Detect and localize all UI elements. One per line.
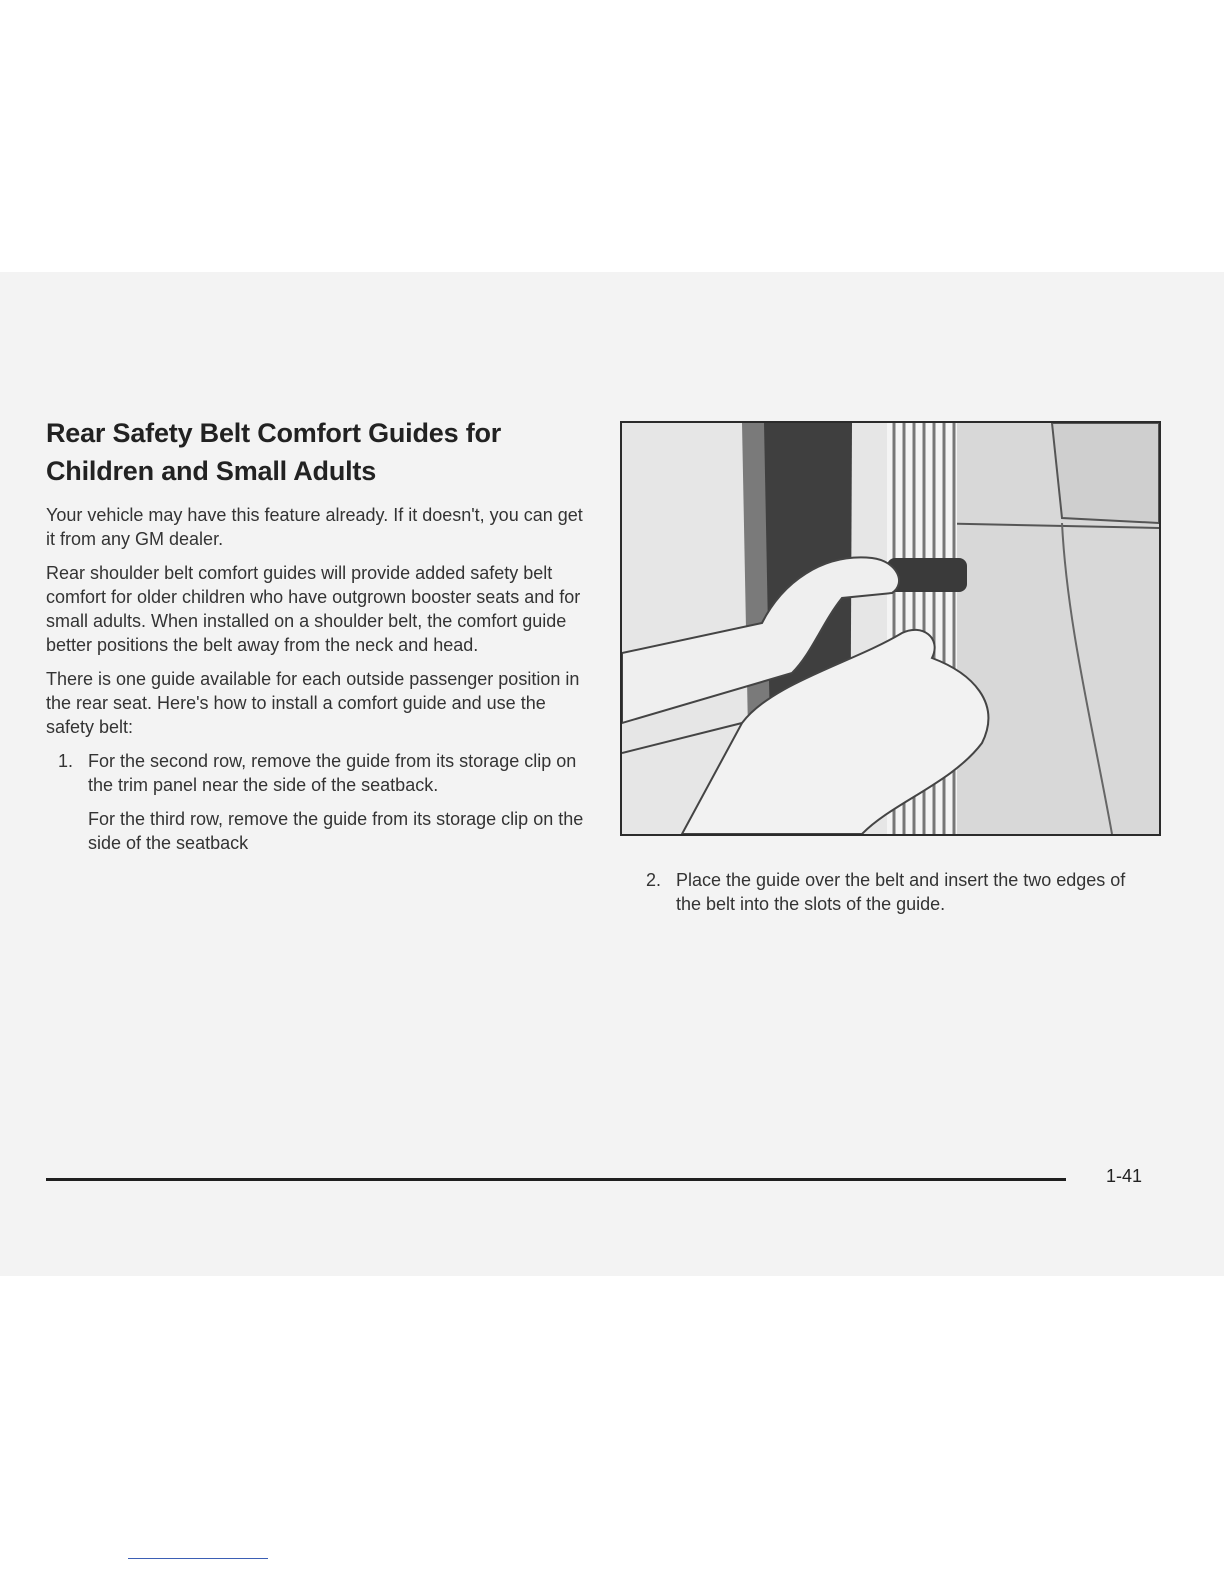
link-underline — [128, 1558, 268, 1559]
right-column — [634, 868, 1154, 926]
hands-installing-guide-illustration — [622, 423, 1159, 834]
comfort-guide-illustration — [620, 421, 1161, 836]
install-steps-list — [46, 749, 591, 855]
step-number: 2. — [646, 870, 662, 890]
step-text-second-row: For the second row, remove the guide from its storage clip on the trim panel near the side of the seatback. — [88, 751, 577, 795]
intro-paragraph-positions: There is one guide available for each outside passenger position in the rear seat. Here's how to install a comfort guide and use the safety belt: — [46, 669, 580, 737]
left-column — [46, 503, 591, 865]
step-number: 1. — [58, 751, 74, 771]
install-step-2 — [634, 868, 1154, 916]
step-text-third-row: For the third row, remove the guide from its storage clip on the side of the seatback — [88, 809, 584, 853]
footer-rule — [46, 1178, 1066, 1181]
section-heading: Rear Safety Belt Comfort Guides for Children and Small Adults — [46, 418, 502, 486]
intro-paragraph-purpose: Rear shoulder belt comfort guides will provide added safety belt comfort for older children who have outgrown booster seats and for small adults. When installed on a shoulder belt, the comfort guide better positions the belt away from the neck and head. — [46, 563, 581, 655]
install-step-1 — [46, 749, 591, 855]
page-number: 1-41 — [1106, 1166, 1143, 1186]
step-text-place-guide: Place the guide over the belt and insert the two edges of the belt into the slots of the guide. — [676, 870, 1126, 914]
intro-paragraph-availability: Your vehicle may have this feature already. If it doesn't, you can get it from any GM dealer. — [46, 505, 583, 549]
